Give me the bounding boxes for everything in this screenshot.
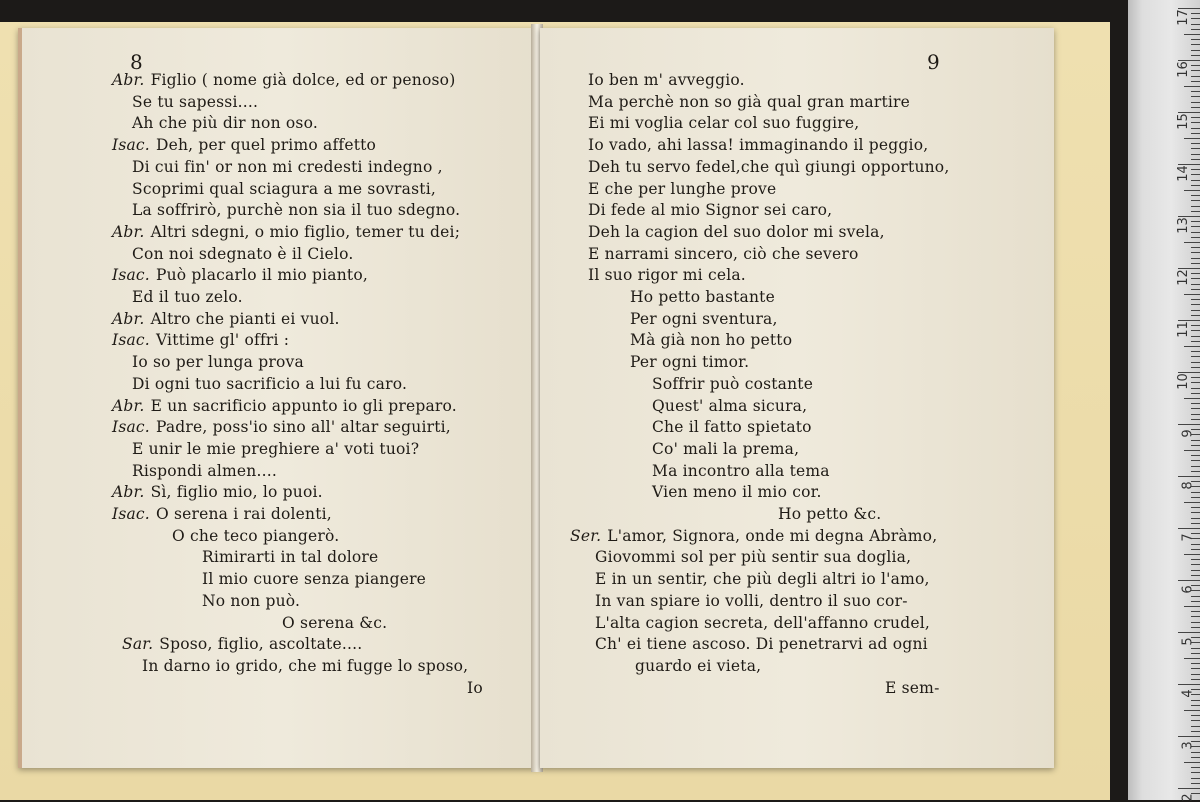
ruler-tick (1191, 273, 1200, 274)
ruler-tick (1191, 377, 1200, 378)
ruler-tick (1191, 237, 1200, 238)
ruler-tick (1191, 367, 1200, 368)
ruler-tick (1191, 518, 1200, 519)
ruler-tick (1191, 310, 1200, 311)
verse-text: E unir le mie preghiere a' voti tuoi? (132, 439, 420, 458)
left-page-line (467, 678, 483, 698)
ruler-tick (1191, 388, 1200, 389)
verse-text: Scoprimi qual sciagura a me sovrasti, (132, 179, 436, 198)
ruler-tick (1191, 159, 1200, 160)
verse-text: Vittime gl' offri : (155, 331, 290, 350)
verse-text: No non può. (202, 591, 301, 610)
ruler-number: 4 (1180, 689, 1196, 698)
speaker-label: Abr. (112, 483, 145, 502)
ruler-tick (1191, 91, 1200, 92)
ruler-tick (1191, 180, 1200, 181)
left-page-line (202, 569, 426, 589)
ruler-tick (1191, 289, 1200, 290)
verse-text: In darno io grido, che mi fugge lo sposo, (142, 656, 469, 675)
ruler-tick (1191, 382, 1200, 383)
verse-text: O serena &c. (282, 613, 388, 632)
ruler-tick (1184, 34, 1200, 35)
ruler-number: 6 (1180, 585, 1196, 594)
ruler-number: 16 (1176, 61, 1192, 78)
right-page-line (652, 396, 807, 416)
verse-text: E in un sentir, che più degli altri io l'amo, (595, 570, 930, 589)
right-page-line (588, 179, 776, 199)
verse-text: Deh, per quel primo affetto (155, 136, 377, 155)
ruler-tick (1191, 143, 1200, 144)
ruler-tick (1191, 351, 1200, 352)
left-page-line (132, 352, 304, 372)
verse-text: Se tu sapessi.... (132, 92, 259, 111)
ruler-tick (1191, 65, 1200, 66)
ruler-tick (1178, 684, 1200, 685)
speaker-label: Sar. (122, 635, 154, 654)
ruler-number: 3 (1180, 741, 1196, 750)
ruler-tick (1191, 440, 1200, 441)
ruler-tick (1191, 195, 1200, 196)
left-page-line (132, 200, 460, 220)
ruler-tick (1178, 580, 1200, 581)
verse-text: Il suo rigor mi cela. (588, 266, 746, 285)
ruler-number: 2 (1180, 793, 1196, 802)
ruler-tick (1191, 258, 1200, 259)
ruler-tick (1191, 393, 1200, 394)
left-page-line (202, 547, 378, 567)
speaker-label: Isac. (112, 418, 150, 437)
left-page-line (112, 504, 332, 524)
verse-text: Ho petto &c. (778, 505, 882, 523)
ruler-number: 7 (1180, 533, 1196, 542)
ruler-tick (1184, 606, 1200, 607)
right-page (540, 28, 1054, 768)
verse-text: Ed il tuo zelo. (132, 288, 243, 306)
ruler-number: 11 (1176, 321, 1192, 338)
ruler-tick (1191, 55, 1200, 56)
ruler-tick (1191, 720, 1200, 721)
ruler-tick (1191, 284, 1200, 285)
ruler-tick (1191, 174, 1200, 175)
ruler-tick (1191, 356, 1200, 357)
right-page-line (652, 374, 813, 394)
ruler-tick (1184, 294, 1200, 295)
ruler-tick (1191, 544, 1200, 545)
verse-text: Ei mi voglia celar col suo fuggire, (588, 114, 860, 133)
ruler-tick (1191, 39, 1200, 40)
right-page-line (595, 569, 930, 589)
ruler-tick (1191, 627, 1200, 628)
ruler-tick (1184, 346, 1200, 347)
ruler-tick (1178, 632, 1200, 633)
left-page (18, 28, 539, 768)
left-page-line (132, 374, 407, 394)
ruler-tick (1191, 133, 1200, 134)
speaker-label: Isac. (112, 331, 150, 350)
right-page-line (652, 417, 812, 437)
ruler-tick (1191, 622, 1200, 623)
left-page-line (172, 526, 339, 546)
ruler-tick (1178, 528, 1200, 529)
ruler-tick (1184, 554, 1200, 555)
left-page-line (282, 613, 387, 633)
ruler-tick (1191, 663, 1200, 664)
ruler-tick (1191, 466, 1200, 467)
ruler-tick (1191, 616, 1200, 617)
verse-text: Per ogni sventura, (630, 309, 778, 328)
verse-text: Può placarlo il mio pianto, (155, 266, 369, 285)
speaker-label: Abr. (112, 71, 145, 89)
ruler-tick (1191, 341, 1200, 342)
ruler-tick (1178, 736, 1200, 737)
ruler-tick (1191, 315, 1200, 316)
ruler-tick (1191, 445, 1200, 446)
ruler-tick (1191, 226, 1200, 227)
ruler-tick (1191, 185, 1200, 186)
ruler-tick (1184, 190, 1200, 191)
ruler-tick (1191, 564, 1200, 565)
verse-text: Giovommi sol per più sentir sua doglia, (595, 548, 912, 567)
ruler-tick (1178, 476, 1200, 477)
verse-text: Di ogni tuo sacrificio a lui fu caro. (132, 374, 408, 393)
verse-text: Io ben m' avveggio. (588, 71, 745, 89)
verse-text: E narrami sincero, ciò che severo (588, 244, 859, 263)
ruler-tick (1191, 232, 1200, 233)
ruler-tick (1191, 507, 1200, 508)
left-page-number: 8 (130, 50, 143, 74)
ruler-tick (1191, 330, 1200, 331)
verse-text: Ma incontro alla tema (652, 461, 830, 480)
ruler-tick (1191, 492, 1200, 493)
verse-text: Sì, figlio mio, lo puoi. (150, 483, 323, 502)
ruler-tick (1184, 658, 1200, 659)
ruler-tick (1191, 13, 1200, 14)
ruler-number: 10 (1176, 373, 1192, 390)
verse-text: Figlio ( nome già dolce, ed or penoso) (150, 71, 456, 89)
right-page-line (588, 200, 832, 220)
verse-text: Io so per lunga prova (132, 353, 304, 372)
ruler-tick (1191, 154, 1200, 155)
verse-text: L'alta cagion secreta, dell'affanno crudel, (595, 613, 931, 632)
ruler-tick (1191, 211, 1200, 212)
verse-text: E un sacrificio appunto io gli preparo. (150, 396, 457, 415)
ruler-tick (1191, 29, 1200, 30)
ruler-tick (1191, 679, 1200, 680)
speaker-label: Ser. (570, 526, 602, 545)
ruler-tick (1191, 559, 1200, 560)
left-page-line (112, 70, 455, 90)
verse-text: E che per lunghe prove (588, 179, 777, 198)
left-page-line (132, 157, 443, 177)
verse-text: Che il fatto spietato (652, 418, 812, 437)
ruler-tick (1191, 570, 1200, 571)
right-page-line (635, 656, 761, 676)
ruler-tick (1191, 117, 1200, 118)
verse-text: Co' mali la prema, (652, 439, 800, 458)
ruler-number: 15 (1176, 113, 1192, 130)
ruler-tick (1191, 206, 1200, 207)
measuring-ruler (1128, 0, 1200, 800)
verse-text: Deh la cagion del suo dolor mi svela, (588, 222, 885, 241)
ruler-tick (1191, 596, 1200, 597)
verse-text: Ch' ei tiene ascoso. Di penetrarvi ad ogni (595, 635, 928, 654)
right-page-line (652, 461, 830, 481)
verse-text: Altro che pianti ei vuol. (150, 309, 340, 328)
ruler-tick (1191, 81, 1200, 82)
ruler-tick (1191, 752, 1200, 753)
ruler-tick (1191, 44, 1200, 45)
verse-text: Soffrir può costante (652, 374, 814, 393)
verse-text: O che teco piangerò. (172, 526, 340, 545)
verse-text: La soffrirò, purchè non sia il tuo sdegno. (132, 201, 461, 220)
verse-text: Il mio cuore senza piangere (202, 570, 427, 589)
ruler-number: 14 (1176, 165, 1192, 182)
ruler-tick (1191, 408, 1200, 409)
verse-text: Vien meno il mio cor. (652, 483, 822, 502)
verse-text: guardo ei vieta, (635, 656, 762, 675)
speaker-label: Abr. (112, 309, 145, 328)
verse-text: Di cui fin' or non mi credesti indegno , (132, 157, 443, 176)
left-page-line (112, 222, 460, 242)
ruler-number: 8 (1180, 481, 1196, 490)
ruler-tick (1191, 221, 1200, 222)
ruler-tick (1191, 601, 1200, 602)
ruler-tick (1191, 70, 1200, 71)
left-page-line (132, 113, 318, 133)
left-page-line (142, 656, 468, 676)
left-page-line (132, 179, 436, 199)
verse-text: Deh tu servo fedel,che quì giungi opportuno, (588, 157, 950, 176)
ruler-tick (1191, 674, 1200, 675)
ruler-tick (1184, 398, 1200, 399)
speaker-label: Isac. (112, 136, 150, 155)
left-page-line (202, 591, 300, 611)
ruler-tick (1191, 419, 1200, 420)
verse-text: Io (467, 678, 483, 697)
ruler-number: 17 (1176, 9, 1192, 26)
verse-text: Mà già non ho petto (630, 331, 793, 350)
verse-text: Sposo, figlio, ascoltate.... (159, 635, 363, 654)
ruler-tick (1191, 497, 1200, 498)
ruler-tick (1191, 24, 1200, 25)
ruler-tick (1191, 731, 1200, 732)
left-page-line (112, 309, 340, 329)
speaker-label: Abr. (112, 222, 145, 241)
left-page-line (112, 265, 368, 285)
right-page-line (588, 113, 859, 133)
ruler-tick (1191, 169, 1200, 170)
ruler-tick (1191, 523, 1200, 524)
verse-text: Quest' alma sicura, (652, 396, 808, 415)
right-page-line (570, 526, 937, 546)
verse-text: Altri sdegni, o mio figlio, temer tu dei; (150, 222, 461, 241)
ruler-tick (1191, 455, 1200, 456)
ruler-tick (1191, 96, 1200, 97)
ruler-tick (1191, 460, 1200, 461)
left-page-line (132, 244, 353, 264)
ruler-tick (1191, 700, 1200, 701)
ruler-tick (1184, 502, 1200, 503)
speaker-label: Isac. (112, 266, 150, 285)
left-page-line (112, 396, 457, 416)
right-page-line (588, 265, 746, 285)
left-page-line (132, 439, 419, 459)
ruler-tick (1191, 18, 1200, 19)
right-page-line (588, 92, 910, 112)
ruler-number: 13 (1176, 217, 1192, 234)
ruler-tick (1184, 86, 1200, 87)
ruler-tick (1191, 336, 1200, 337)
ruler-tick (1191, 757, 1200, 758)
left-page-line (112, 135, 376, 155)
ruler-tick (1191, 611, 1200, 612)
ruler-tick (1191, 575, 1200, 576)
ruler-tick (1191, 726, 1200, 727)
right-page-line (630, 287, 775, 307)
verse-text: L'amor, Signora, onde mi degna Abràmo, (607, 526, 938, 545)
ruler-tick (1191, 128, 1200, 129)
right-page-line (595, 591, 908, 611)
ruler-number: 9 (1180, 429, 1196, 438)
ruler-tick (1191, 715, 1200, 716)
speaker-label: Isac. (112, 505, 150, 523)
right-page-line (588, 135, 928, 155)
ruler-tick (1191, 325, 1200, 326)
left-page-line (132, 461, 277, 481)
right-page-line (630, 309, 778, 329)
verse-text: O serena i rai dolenti, (155, 505, 332, 523)
ruler-tick (1184, 242, 1200, 243)
speaker-label: Abr. (112, 396, 145, 415)
left-page-line (112, 417, 451, 437)
ruler-tick (1191, 200, 1200, 201)
verse-text: E sem- (885, 678, 940, 697)
right-page-line (885, 678, 940, 698)
right-page-line (778, 504, 881, 524)
right-page-number: 9 (927, 50, 940, 74)
right-page-line (630, 352, 749, 372)
ruler-tick (1184, 710, 1200, 711)
left-page-line (122, 634, 362, 654)
right-page-line (595, 547, 911, 567)
ruler-tick (1191, 304, 1200, 305)
verse-text: Per ogni timor. (630, 353, 750, 372)
verse-text: Rimirarti in tal dolore (202, 548, 379, 567)
ruler-tick (1191, 252, 1200, 253)
right-page-line (652, 439, 799, 459)
ruler-tick (1191, 767, 1200, 768)
ruler-tick (1191, 549, 1200, 550)
right-page-line (588, 70, 745, 90)
ruler-tick (1191, 772, 1200, 773)
right-page-line (588, 157, 949, 177)
ruler-number: 12 (1176, 269, 1192, 286)
ruler-tick (1191, 783, 1200, 784)
ruler-tick (1191, 278, 1200, 279)
verse-text: In van spiare io volli, dentro il suo cor- (595, 591, 908, 610)
verse-text: Ma perchè non so già qual gran martire (588, 92, 911, 111)
ruler-tick (1178, 424, 1200, 425)
left-page-line (112, 482, 323, 502)
right-page-line (588, 222, 885, 242)
right-page-line (630, 330, 792, 350)
ruler-tick (1191, 299, 1200, 300)
ruler-tick (1191, 107, 1200, 108)
verse-text: Rispondi almen.... (132, 461, 277, 480)
ruler-tick (1191, 471, 1200, 472)
ruler-number: 5 (1180, 637, 1196, 646)
verse-text: Di fede al mio Signor sei caro, (588, 201, 833, 220)
verse-text: Ho petto bastante (630, 288, 775, 306)
ruler-tick (1191, 76, 1200, 77)
ruler-tick (1191, 403, 1200, 404)
ruler-tick (1191, 263, 1200, 264)
ruler-tick (1191, 653, 1200, 654)
verse-text: Io vado, ahi lassa! immaginando il peggio, (588, 136, 929, 155)
ruler-tick (1191, 778, 1200, 779)
ruler-tick (1191, 705, 1200, 706)
right-page-line (595, 613, 930, 633)
ruler-tick (1191, 247, 1200, 248)
ruler-tick (1191, 668, 1200, 669)
ruler-tick (1191, 148, 1200, 149)
ruler-tick (1178, 788, 1200, 789)
verse-text: Ah che più dir non oso. (132, 114, 318, 133)
ruler-tick (1191, 648, 1200, 649)
ruler-tick (1184, 762, 1200, 763)
ruler-tick (1191, 512, 1200, 513)
ruler-tick (1191, 122, 1200, 123)
ruler-tick (1191, 362, 1200, 363)
ruler-tick (1191, 102, 1200, 103)
verse-text: Con noi sdegnato è il Cielo. (132, 244, 354, 263)
ruler-tick (1184, 138, 1200, 139)
ruler-tick (1191, 414, 1200, 415)
left-page-line (132, 92, 258, 112)
left-page-line (132, 287, 243, 307)
right-page-line (595, 634, 928, 654)
ruler-tick (1184, 450, 1200, 451)
right-page-line (652, 482, 822, 502)
verse-text: Padre, poss'io sino all' altar seguirti, (155, 418, 451, 437)
left-page-line (112, 330, 289, 350)
ruler-tick (1191, 50, 1200, 51)
right-page-line (588, 244, 859, 264)
